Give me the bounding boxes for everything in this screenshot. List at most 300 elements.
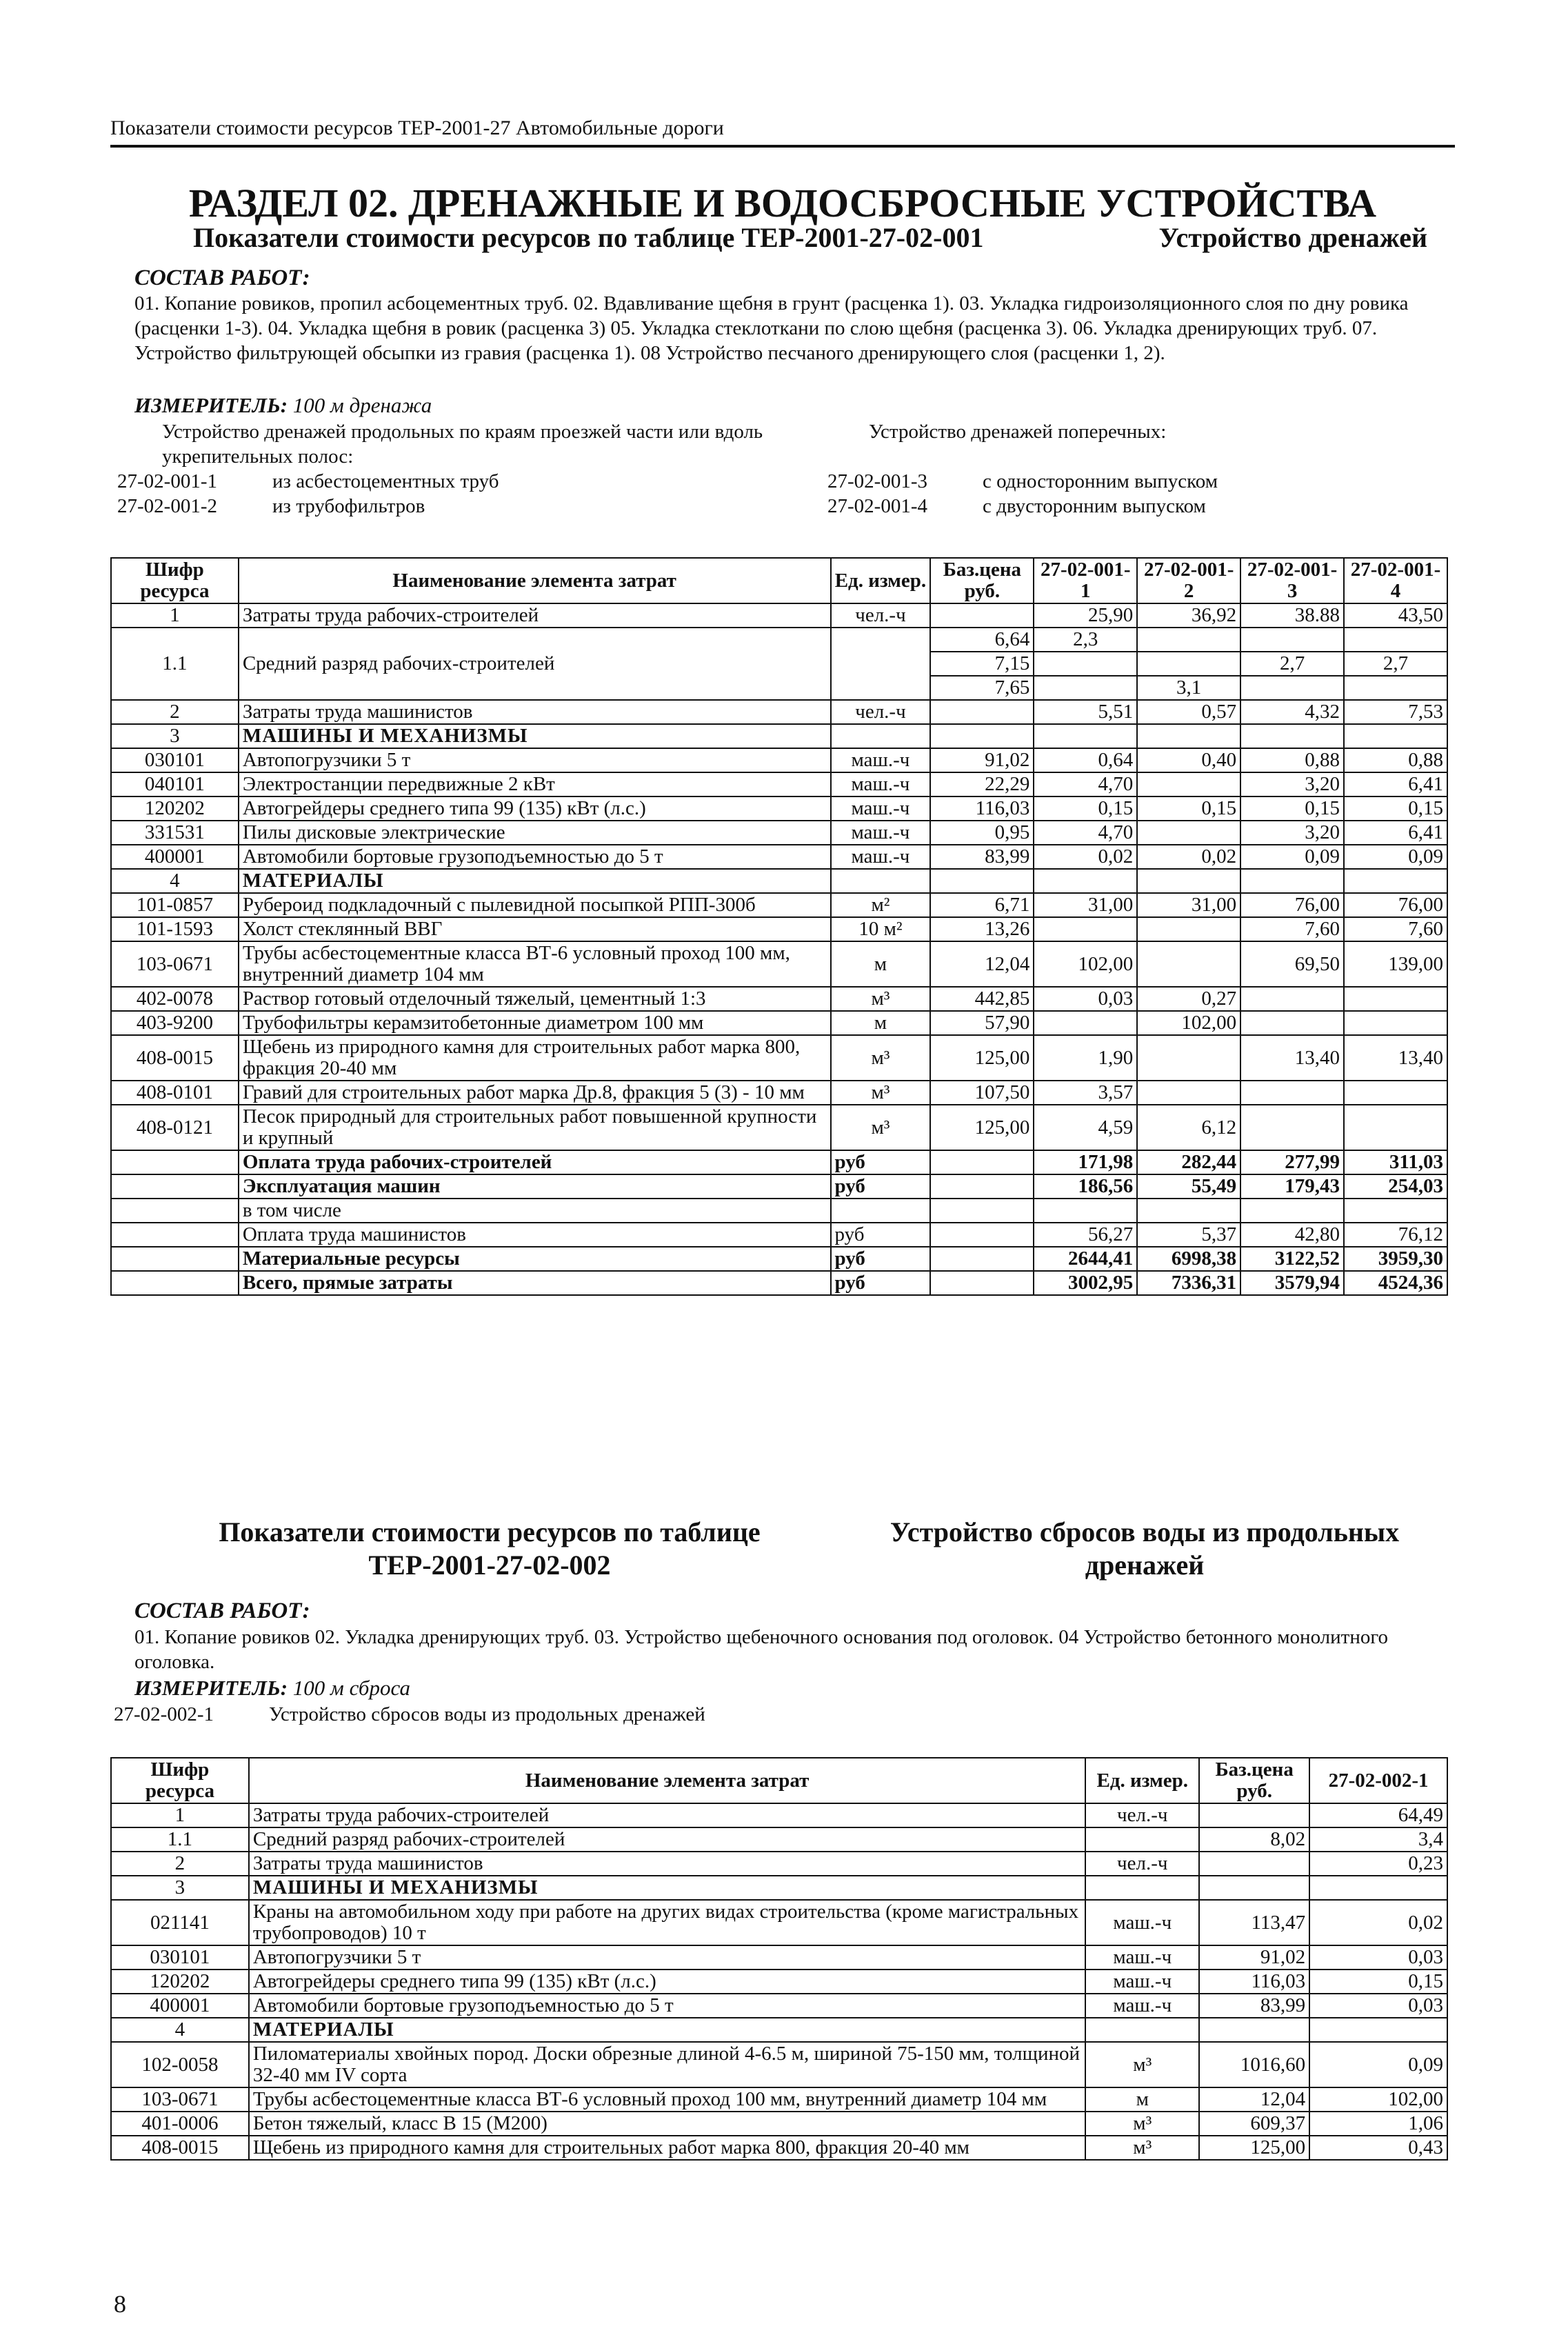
cell-unit: маш.-ч <box>831 845 931 869</box>
group-heading: МАШИНЫ И МЕХАНИЗМЫ <box>249 1876 1085 1900</box>
col-header: Ед. измер. <box>831 558 931 603</box>
cell-value: 2,3 <box>1034 628 1137 652</box>
cell-code: 1.1 <box>111 628 239 700</box>
cell-value: 5,37 <box>1137 1223 1240 1247</box>
cell-unit: руб <box>831 1150 931 1174</box>
cell-value: 76,00 <box>1344 893 1447 917</box>
total-label: Материальные ресурсы <box>239 1247 831 1271</box>
cell-price: 91,02 <box>1199 1945 1309 1970</box>
izmeritel-label: ИЗМЕРИТЕЛЬ: <box>134 393 288 417</box>
cell-unit: чел.-ч <box>1085 1852 1199 1876</box>
cell-value <box>1344 1081 1447 1105</box>
cell-value: 4,70 <box>1034 772 1137 796</box>
cell-unit: маш.-ч <box>831 772 931 796</box>
variants-right-intro: Устройство дренажей поперечных: <box>869 421 1167 443</box>
cell-unit: руб <box>831 1174 931 1199</box>
cell-value: 0,03 <box>1309 1945 1447 1970</box>
cell-price <box>930 1150 1034 1174</box>
cell-name: Затраты труда рабочих-строителей <box>249 1803 1085 1827</box>
cell-price <box>930 724 1034 748</box>
cell-value <box>1137 869 1240 893</box>
cell-price: 116,03 <box>1199 1970 1309 1994</box>
cell-code: 1.1 <box>111 1827 249 1852</box>
cell-code: 408-0101 <box>111 1081 239 1105</box>
cell-code <box>111 1271 239 1295</box>
cell-name: Щебень из природного камня для строительных работ марка 800, фракция 20-40 мм <box>239 1035 831 1081</box>
cell-value: 13,40 <box>1240 1035 1344 1081</box>
cell-code: 4 <box>111 869 239 893</box>
cell-code: 120202 <box>111 1970 249 1994</box>
cell-value: 0,09 <box>1344 845 1447 869</box>
cell-value <box>1344 1011 1447 1035</box>
table-header-row <box>111 558 1447 603</box>
table2-caption <box>179 1516 800 1582</box>
cell-name: Средний разряд рабочих-строителей <box>249 1827 1085 1852</box>
cell-unit: маш.-ч <box>831 796 931 821</box>
table-row <box>111 2136 1447 2160</box>
cell-value <box>1137 1199 1240 1223</box>
cell-value: 3122,52 <box>1240 1247 1344 1271</box>
table-row <box>111 724 1447 748</box>
cell-unit: маш.-ч <box>1085 1970 1199 1994</box>
cell-name: Затраты труда машинистов <box>239 700 831 724</box>
cell-unit: маш.-ч <box>1085 1994 1199 2018</box>
cell-value <box>1344 628 1447 652</box>
cell-unit <box>1085 1876 1199 1900</box>
table-row <box>111 628 1447 652</box>
cell-code: 4 <box>111 2018 249 2042</box>
table-row <box>111 1011 1447 1035</box>
cell-price: 83,99 <box>1199 1994 1309 2018</box>
izmeritel-value: 100 м дренажа <box>292 393 432 417</box>
cell-price: 13,26 <box>930 917 1034 941</box>
cell-value: 3,20 <box>1240 821 1344 845</box>
cell-name: Средний разряд рабочих-строителей <box>239 628 831 700</box>
total-row <box>111 1150 1447 1174</box>
cell-code: 101-0857 <box>111 893 239 917</box>
cell-value <box>1137 652 1240 676</box>
cell-name: Автопогрузчики 5 т <box>239 748 831 772</box>
cell-code: 408-0015 <box>111 1035 239 1081</box>
cell-code <box>111 1247 239 1271</box>
cell-price: 6,71 <box>930 893 1034 917</box>
cell-code: 102-0058 <box>111 2042 249 2087</box>
cell-value: 179,43 <box>1240 1174 1344 1199</box>
cell-unit: руб <box>831 1223 931 1247</box>
cell-unit: м² <box>831 893 931 917</box>
cell-code: 103-0671 <box>111 941 239 987</box>
cell-value <box>1344 987 1447 1011</box>
col-header: Баз.цена руб. <box>1199 1758 1309 1803</box>
cell-code: 408-0121 <box>111 1105 239 1150</box>
cell-value <box>1034 652 1137 676</box>
cell-unit: чел.-ч <box>831 700 931 724</box>
table1-caption: Показатели стоимости ресурсов по таблице ТЕР-2001-27-02-001 <box>193 222 984 253</box>
total-label: Эксплуатация машин <box>239 1174 831 1199</box>
cell-unit: м³ <box>1085 2136 1199 2160</box>
table-row <box>111 1970 1447 1994</box>
cell-price: 107,50 <box>930 1081 1034 1105</box>
cell-value: 6,12 <box>1137 1105 1240 1150</box>
table-row <box>111 748 1447 772</box>
cell-value <box>1137 1081 1240 1105</box>
cell-value <box>1137 772 1240 796</box>
cell-value: 13,40 <box>1344 1035 1447 1081</box>
table-row <box>111 917 1447 941</box>
cell-code: 2 <box>111 700 239 724</box>
cell-value: 64,49 <box>1309 1803 1447 1827</box>
total-row <box>111 1247 1447 1271</box>
table-row <box>111 1035 1447 1081</box>
variant-item <box>117 494 821 519</box>
cell-price <box>930 603 1034 628</box>
cell-value: 31,00 <box>1034 893 1137 917</box>
cell-name: Затраты труда машинистов <box>249 1852 1085 1876</box>
variant-text: с односторонним выпуском <box>983 470 1218 492</box>
cell-price: 113,47 <box>1199 1900 1309 1945</box>
cell-value <box>1240 1081 1344 1105</box>
cell-value <box>1034 917 1137 941</box>
table-row <box>111 796 1447 821</box>
col-header: Шифр ресурса <box>111 558 239 603</box>
table2-caption-line: Показатели стоимости ресурсов по таблице <box>219 1516 761 1547</box>
cell-value: 69,50 <box>1240 941 1344 987</box>
cell-value: 0,88 <box>1240 748 1344 772</box>
cell-price: 125,00 <box>930 1105 1034 1150</box>
total-label: Оплата труда рабочих-строителей <box>239 1150 831 1174</box>
cell-value <box>1344 1199 1447 1223</box>
variant-code: 27-02-001-3 <box>827 470 927 492</box>
cell-value: 5,51 <box>1034 700 1137 724</box>
cell-code <box>111 1199 239 1223</box>
cell-code <box>111 1174 239 1199</box>
page-number: 8 <box>114 2290 126 2318</box>
resource-table-2 <box>110 1757 1448 2161</box>
cell-value: 4,59 <box>1034 1105 1137 1150</box>
cell-code: 040101 <box>111 772 239 796</box>
cell-value: 282,44 <box>1137 1150 1240 1174</box>
col-header: Наименование элемента затрат <box>249 1758 1085 1803</box>
cell-value: 0,02 <box>1137 845 1240 869</box>
cell-code: 403-9200 <box>111 1011 239 1035</box>
variant-item <box>827 469 1448 494</box>
table-row <box>111 1945 1447 1970</box>
table-row <box>111 700 1447 724</box>
cell-name: Пилы дисковые электрические <box>239 821 831 845</box>
cell-value: 36,92 <box>1137 603 1240 628</box>
table-row <box>111 845 1447 869</box>
table-row <box>111 1994 1447 2018</box>
cell-value: 4524,36 <box>1344 1271 1447 1295</box>
cell-name: Пиломатериалы хвойных пород. Доски обрезные длиной 4-6.5 м, шириной 75-150 мм, толщиной 32-40 мм IV сорта <box>249 2042 1085 2087</box>
cell-name: Краны на автомобильном ходу при работе на других видах строительства (кроме магистральных трубопроводов) 10 т <box>249 1900 1085 1945</box>
cell-unit: м³ <box>831 1105 931 1150</box>
col-header: 27-02-001-2 <box>1137 558 1240 603</box>
cell-name: Автогрейдеры среднего типа 99 (135) кВт (л.с.) <box>239 796 831 821</box>
cell-value: 7,53 <box>1344 700 1447 724</box>
cell-value <box>1309 2018 1447 2042</box>
cell-unit <box>1085 2018 1199 2042</box>
cell-value: 0,88 <box>1344 748 1447 772</box>
cell-code <box>111 1150 239 1174</box>
cell-value <box>1034 1199 1137 1223</box>
col-header: Баз.цена руб. <box>930 558 1034 603</box>
cell-value <box>1137 821 1240 845</box>
cell-name: Холст стеклянный ВВГ <box>239 917 831 941</box>
cell-price <box>930 1223 1034 1247</box>
table-row <box>111 1105 1447 1150</box>
running-header: Показатели стоимости ресурсов ТЕР-2001-27 Автомобильные дороги <box>110 116 1455 148</box>
cell-price: 125,00 <box>1199 2136 1309 2160</box>
cell-price <box>930 1247 1034 1271</box>
izmeritel2-value: 100 м сброса <box>292 1676 410 1700</box>
cell-code: 030101 <box>111 748 239 772</box>
cell-price: 6,64 <box>930 628 1034 652</box>
cell-price: 83,99 <box>930 845 1034 869</box>
cell-price: 8,02 <box>1199 1827 1309 1852</box>
cell-value: 6998,38 <box>1137 1247 1240 1271</box>
cell-name: Песок природный для строительных работ повышенной крупности и крупный <box>239 1105 831 1150</box>
cell-unit <box>831 724 931 748</box>
cell-price: 1016,60 <box>1199 2042 1309 2087</box>
cell-value: 0,57 <box>1137 700 1240 724</box>
cell-value: 7336,31 <box>1137 1271 1240 1295</box>
cell-value: 1,06 <box>1309 2112 1447 2136</box>
cell-code: 402-0078 <box>111 987 239 1011</box>
table2-caption-line: ТЕР-2001-27-02-002 <box>368 1550 611 1581</box>
cell-code: 120202 <box>111 796 239 821</box>
table2-name-line: Устройство сбросов воды из продольных <box>889 1516 1400 1547</box>
variant-item <box>117 469 821 494</box>
cell-value: 277,99 <box>1240 1150 1344 1174</box>
cell-value <box>1240 987 1344 1011</box>
total-row <box>111 1174 1447 1199</box>
cell-unit: м <box>1085 2087 1199 2112</box>
izmeritel2 <box>134 1676 410 1701</box>
cell-code: 103-0671 <box>111 2087 249 2112</box>
cell-value: 3,20 <box>1240 772 1344 796</box>
cell-name: Щебень из природного камня для строительных работ марка 800, фракция 20-40 мм <box>249 2136 1085 2160</box>
cell-value: 56,27 <box>1034 1223 1137 1247</box>
cell-value <box>1240 1199 1344 1223</box>
table-row <box>111 2042 1447 2087</box>
cell-value <box>1240 1105 1344 1150</box>
cell-price <box>1199 2018 1309 2042</box>
cell-name: Трубофильтры керамзитобетонные диаметром 100 мм <box>239 1011 831 1035</box>
cell-value: 171,98 <box>1034 1150 1137 1174</box>
variant-item <box>827 494 1448 519</box>
cell-value: 0,15 <box>1034 796 1137 821</box>
cell-value: 3002,95 <box>1034 1271 1137 1295</box>
cell-code: 021141 <box>111 1900 249 1945</box>
cell-value: 0,64 <box>1034 748 1137 772</box>
cell-value: 7,60 <box>1240 917 1344 941</box>
cell-value: 0,43 <box>1309 2136 1447 2160</box>
section-title: РАЗДЕЛ 02. ДРЕНАЖНЫЕ И ВОДОСБРОСНЫЕ УСТРОЙСТВА <box>188 181 1377 226</box>
cell-value <box>1137 941 1240 987</box>
cell-value <box>1240 869 1344 893</box>
cell-value: 3,1 <box>1137 676 1240 700</box>
cell-value <box>1309 1876 1447 1900</box>
table1-caption-row <box>193 221 1427 255</box>
table-row <box>111 1900 1447 1945</box>
variants-left <box>117 419 821 519</box>
cell-value: 102,00 <box>1309 2087 1447 2112</box>
cell-name: Гравий для строительных работ марка Др.8, фракция 5 (3) - 10 мм <box>239 1081 831 1105</box>
cell-value: 0,27 <box>1137 987 1240 1011</box>
cell-price <box>1199 1876 1309 1900</box>
cell-value: 6,41 <box>1344 772 1447 796</box>
cell-code: 2 <box>111 1852 249 1876</box>
col-header: Шифр ресурса <box>111 1758 249 1803</box>
sostav2-label: СОСТАВ РАБОТ: <box>134 1599 310 1623</box>
variant-code: 27-02-002-1 <box>114 1703 214 1725</box>
cell-price: 12,04 <box>930 941 1034 987</box>
cell-price: 125,00 <box>930 1035 1034 1081</box>
cell-value: 0,15 <box>1137 796 1240 821</box>
cell-name: Бетон тяжелый, класс В 15 (М200) <box>249 2112 1085 2136</box>
variant-code: 27-02-001-2 <box>117 495 217 517</box>
table-row <box>111 2112 1447 2136</box>
cell-code: 101-1593 <box>111 917 239 941</box>
col-header: Ед. измер. <box>1085 1758 1199 1803</box>
table-row <box>111 2087 1447 2112</box>
table-row <box>111 1803 1447 1827</box>
cell-value: 4,70 <box>1034 821 1137 845</box>
cell-value: 0,15 <box>1309 1970 1447 1994</box>
cell-value <box>1137 628 1240 652</box>
cell-unit: маш.-ч <box>1085 1945 1199 1970</box>
variant-text: Устройство сбросов воды из продольных дренажей <box>269 1703 705 1725</box>
cell-unit: маш.-ч <box>1085 1900 1199 1945</box>
cell-unit: м³ <box>831 1035 931 1081</box>
cell-value: 3,4 <box>1309 1827 1447 1852</box>
table-row <box>111 941 1447 987</box>
table-row <box>111 772 1447 796</box>
cell-unit <box>831 628 931 700</box>
cell-name: Автопогрузчики 5 т <box>249 1945 1085 1970</box>
cell-value: 2644,41 <box>1034 1247 1137 1271</box>
variant-text: с двусторонним выпуском <box>983 495 1206 517</box>
cell-unit: чел.-ч <box>1085 1803 1199 1827</box>
table-row <box>111 603 1447 628</box>
cell-code: 408-0015 <box>111 2136 249 2160</box>
cell-value: 254,03 <box>1344 1174 1447 1199</box>
cell-value <box>1034 724 1137 748</box>
cell-unit: руб <box>831 1271 931 1295</box>
table-row <box>111 893 1447 917</box>
cell-value: 0,15 <box>1344 796 1447 821</box>
cell-value: 55,49 <box>1137 1174 1240 1199</box>
cell-value: 0,03 <box>1309 1994 1447 2018</box>
table2-name-line: дренажей <box>1085 1550 1205 1581</box>
cell-value: 0,02 <box>1309 1900 1447 1945</box>
cell-price: 12,04 <box>1199 2087 1309 2112</box>
col-header: 27-02-002-1 <box>1309 1758 1447 1803</box>
cell-value: 3959,30 <box>1344 1247 1447 1271</box>
cell-unit: 10 м² <box>831 917 931 941</box>
cell-value <box>1034 1011 1137 1035</box>
cell-code: 400001 <box>111 845 239 869</box>
cell-price <box>1199 1803 1309 1827</box>
table-header-row <box>111 1758 1447 1803</box>
cell-unit: руб <box>831 1247 931 1271</box>
table2-name <box>855 1516 1434 1582</box>
table-row <box>111 1876 1447 1900</box>
cell-value: 102,00 <box>1034 941 1137 987</box>
cell-value: 6,41 <box>1344 821 1447 845</box>
cell-price <box>930 1174 1034 1199</box>
total-label: в том числе <box>239 1199 831 1223</box>
cell-value: 311,03 <box>1344 1150 1447 1174</box>
cell-code: 3 <box>111 1876 249 1900</box>
cell-unit: м³ <box>1085 2112 1199 2136</box>
cell-value <box>1344 869 1447 893</box>
cell-name: Рубероид подкладочный с пылевидной посыпкой РПП-300б <box>239 893 831 917</box>
cell-value <box>1137 724 1240 748</box>
total-row <box>111 1199 1447 1223</box>
cell-price: 57,90 <box>930 1011 1034 1035</box>
table-row <box>111 869 1447 893</box>
cell-value: 2,7 <box>1344 652 1447 676</box>
cell-value: 1,90 <box>1034 1035 1137 1081</box>
cell-unit <box>831 869 931 893</box>
cell-price <box>930 1199 1034 1223</box>
cell-value: 43,50 <box>1344 603 1447 628</box>
table-row <box>111 1852 1447 1876</box>
cell-name: Раствор готовый отделочный тяжелый, цементный 1:3 <box>239 987 831 1011</box>
cell-value: 42,80 <box>1240 1223 1344 1247</box>
cell-value <box>1240 724 1344 748</box>
cell-price: 609,37 <box>1199 2112 1309 2136</box>
col-header: 27-02-001-3 <box>1240 558 1344 603</box>
cell-unit: чел.-ч <box>831 603 931 628</box>
table-row <box>111 821 1447 845</box>
cell-name: Трубы асбестоцементные класса ВТ-6 условный проход 100 мм, внутренний диаметр 104 мм <box>249 2087 1085 2112</box>
cell-price: 7,15 <box>930 652 1034 676</box>
cell-name: Автомобили бортовые грузоподъемностью до 5 т <box>239 845 831 869</box>
cell-value <box>1137 917 1240 941</box>
cell-name: Автомобили бортовые грузоподъемностью до 5 т <box>249 1994 1085 2018</box>
cell-value <box>1240 628 1344 652</box>
cell-code: 401-0006 <box>111 2112 249 2136</box>
cell-value: 3,57 <box>1034 1081 1137 1105</box>
table-row <box>111 2018 1447 2042</box>
cell-name: Электростанции передвижные 2 кВт <box>239 772 831 796</box>
cell-value <box>1240 1011 1344 1035</box>
cell-price: 91,02 <box>930 748 1034 772</box>
cell-code: 400001 <box>111 1994 249 2018</box>
cell-unit: м³ <box>831 1081 931 1105</box>
group-heading: МАТЕРИАЛЫ <box>239 869 831 893</box>
variant-text: из асбестоцементных труб <box>272 470 499 492</box>
total-label: Всего, прямые затраты <box>239 1271 831 1295</box>
cell-code: 3 <box>111 724 239 748</box>
cell-unit: м <box>831 941 931 987</box>
cell-value: 3579,94 <box>1240 1271 1344 1295</box>
cell-value <box>1344 1105 1447 1150</box>
total-row <box>111 1271 1447 1295</box>
cell-value: 7,60 <box>1344 917 1447 941</box>
cell-unit <box>1085 1827 1199 1852</box>
resource-table-1 <box>110 557 1448 1296</box>
cell-code: 1 <box>111 1803 249 1827</box>
cell-value: 186,56 <box>1034 1174 1137 1199</box>
cell-price: 442,85 <box>930 987 1034 1011</box>
cell-price <box>930 869 1034 893</box>
cell-value: 0,09 <box>1309 2042 1447 2087</box>
sostav2-text: 01. Копание ровиков 02. Укладка дренирующих труб. 03. Устройство щебеночного основания под оголовок. 04 Устройство бетонного монолитного оголовка. <box>134 1626 1389 1673</box>
